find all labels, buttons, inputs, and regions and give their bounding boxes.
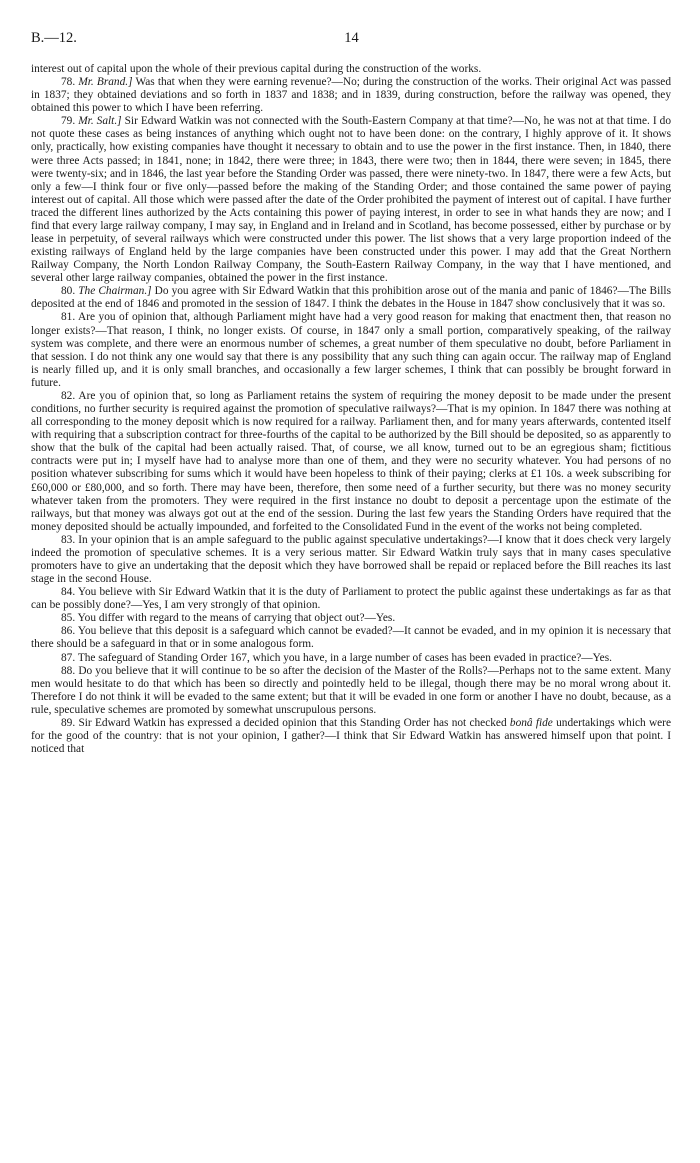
question-number: 89. bbox=[61, 716, 76, 729]
document-reference: B.—12. bbox=[31, 30, 77, 46]
paragraph-text: undertakings which were for the good of the country: that is not your opinion, I gather?—I think that Sir Edward Watkin has answered himself upon that point. I noticed that bbox=[31, 716, 671, 756]
question-86 bbox=[31, 625, 671, 651]
question-81 bbox=[31, 311, 671, 389]
paragraph-text: In your opinion that is an ample safeguard to the public against speculative undertakings?—I know that it does check very largely indeed the promotion of speculative schemes. It is a very serious matter. Sir Edward Watkin truly says that in many cases speculative promoters have to give an undertaking that the deposit which they have borrowed shall be repaid or replaced before the Bill reaches its last stage in the second House. bbox=[31, 533, 671, 586]
paragraph-text: Are you of opinion that, although Parliament might have had a very good reason for making that enactment then, that reason no longer exists?—That reason, I think, no longer exists. Of course, in 1847 only a small portion, comparatively speaking, of the railway system was complete, and there were an enormous number of schemes, a great number of them speculative no doubt, before Parliament in that session. I do not think any one would say that there is any possibility that any such thing can again occur. The railway map of England is nearly filled up, and it is only small branches, and occasionally a few larger schemes, I think that can possibly be brought forward in future. bbox=[31, 311, 671, 389]
paragraph-text: Do you believe that it will continue to be so after the decision of the Master of the Rolls?—Perhaps not to the same extent. Many men would hesitate to do that which has been so directly and pointedly held to be illegal, though there may be no moral wrong about it. Therefore I do not think it will be evaded to the same extent; but that it will be evaded in one form or another I have no doubt, because, as a rule, speculative schemes are promoted by somewhat unscrupulous persons. bbox=[31, 664, 671, 716]
question-number: 83. bbox=[61, 533, 76, 546]
paragraph-text: interest out of capital upon the whole of their previous capital during the construction of the works. bbox=[31, 63, 482, 75]
question-88 bbox=[31, 665, 671, 717]
question-89 bbox=[31, 717, 671, 756]
italic-phrase: bonâ fide bbox=[509, 716, 553, 729]
paragraph-text: Do you agree with Sir Edward Watkin that this prohibition arose out of the mania and panic of 1846?—The Bills deposited at the end of 1846 and promoted in the session of 1847. I think the debates in the House in 1847 show conclusively that it was so. bbox=[31, 285, 671, 311]
paragraph-text: Sir Edward Watkin was not connected with the South-Eastern Company at that time?—No, he was not at that time. I do not quote these cases as being instances of anything which ought not to have been done: on the contrary, I highly approve of it. It shows only, practically, how existing companies have thought it necessary to obtain and to use the power in the first instance. Then, in 1840, there were three Acts passed; in 1841, none; in 1842, there were three; in 1843, there were two; then in 1844, there were seven; in 1845, there were twenty-six; and in 1846, the last year before the Standing Order was passed, there were ninety-two. In 1847, there were a few Acts, but only a few—I think four or five only—passed before the making of the Standing Order; and those contained the same power of paying interest out of capital. All those which were passed after the date of the Order prohibited the payment of interest out of capital. I have further traced the different lines authorized by the Acts containing this power of paying interest, in order to see in what hands they are now; and I find that every large railway company, I may say, in England and in Ireland and in Scotland, has become possessed, either by purchase or by lease in perpetuity, of several railways which were constructed under this power. The list shows that a very large proportion indeed of the existing railways of England held by the large companies have been constructed under this power. I may add that the Great Northern Railway Company, the North London Railway Company, the South-Eastern Railway Company, in the way that I have mentioned, and several other large railway companies, obtained the power in the first instance. bbox=[31, 115, 671, 285]
question-78 bbox=[31, 76, 671, 115]
question-87 bbox=[31, 652, 671, 665]
page-header bbox=[31, 30, 672, 50]
question-number: 84. bbox=[61, 586, 76, 599]
paragraph-text: The safeguard of Standing Order 167, which you have, in a large number of cases has been evaded in practice?—Yes. bbox=[75, 651, 612, 664]
question-number: 78. bbox=[61, 76, 76, 89]
question-80 bbox=[31, 285, 671, 311]
paragraph-text: Was that when they were earning revenue?—No; during the construction of the works. Their original Act was passed in 1837; they obtained deviations and so forth in 1837 and 1838; and in 1839, during construction, before the railway was opened, they obtained this power to which I have been referring. bbox=[31, 76, 672, 115]
question-number: 80. bbox=[61, 285, 76, 298]
question-number: 86. bbox=[61, 625, 76, 638]
speaker-name: Mr. Brand.] bbox=[78, 76, 133, 89]
question-number: 85. bbox=[61, 612, 76, 625]
page-number: 14 bbox=[344, 30, 359, 46]
paragraph-text: You believe that this deposit is a safeguard which cannot be evaded?—It cannot be evaded, and in my opinion it is necessary that there should be a safeguard in that or in some analogous form. bbox=[31, 625, 671, 651]
question-82 bbox=[31, 390, 671, 534]
question-number: 81. bbox=[61, 311, 76, 324]
paragraph-text: You believe with Sir Edward Watkin that it is the duty of Parliament to protect the public against these undertakings as far as that can be possibly done?—Yes, I am very strongly of that opinion. bbox=[31, 586, 671, 612]
speaker-name: The Chairman.] bbox=[78, 285, 152, 298]
paragraph-text: Sir Edward Watkin has expressed a decided opinion that this Standing Order has not checked bbox=[75, 716, 510, 729]
question-number: 87. bbox=[61, 651, 76, 664]
document-body bbox=[31, 63, 671, 756]
question-85 bbox=[31, 612, 671, 625]
question-84 bbox=[31, 586, 671, 612]
paragraph-text: You differ with regard to the means of carrying that object out?—Yes. bbox=[75, 612, 396, 625]
speaker-name: Mr. Salt.] bbox=[78, 115, 122, 128]
question-83 bbox=[31, 534, 671, 586]
question-number: 88. bbox=[61, 664, 76, 677]
paragraph-text: Are you of opinion that, so long as Parliament retains the system of requiring the money deposit to be made under the present conditions, no further security is required against the promotion of speculative railways?—That is my opinion. In 1847 there was nothing at all corresponding to the money deposit which is now required for a railway. Parliament then, and for many years afterwards, contented itself with requiring that a subscription contract for three-fourths of the capital to be authorized by the Bill should be deposited, so as apparently to show that the bulk of the capital had been actually raised. That, of course, we all know, turned out to be an egregious sham; fictitious contracts were put in; I myself have had to analyse more than one of them, and they were no security whatever. You had persons of no position whatever subscribing for sums which it would have been hopeless to think of their paying; clerks at £1 10s. a week subscribing for £60,000 or £80,000, and so forth. There may have been, therefore, then some need of a further security, but there was no money security whatever taken from the promoters. They were required in the first instance no doubt to deposit a percentage upon the estimate of the railways, but that money was always got out at the end of the session. During the last few years the Standing Orders have required that the money deposited should be actually impounded, and forfeited to the Consolidated Fund in the event of the works not being completed. bbox=[31, 389, 671, 533]
question-number: 82. bbox=[61, 389, 76, 402]
paragraph-continuation bbox=[31, 63, 671, 76]
question-79 bbox=[31, 115, 671, 285]
question-number: 79. bbox=[61, 115, 76, 128]
